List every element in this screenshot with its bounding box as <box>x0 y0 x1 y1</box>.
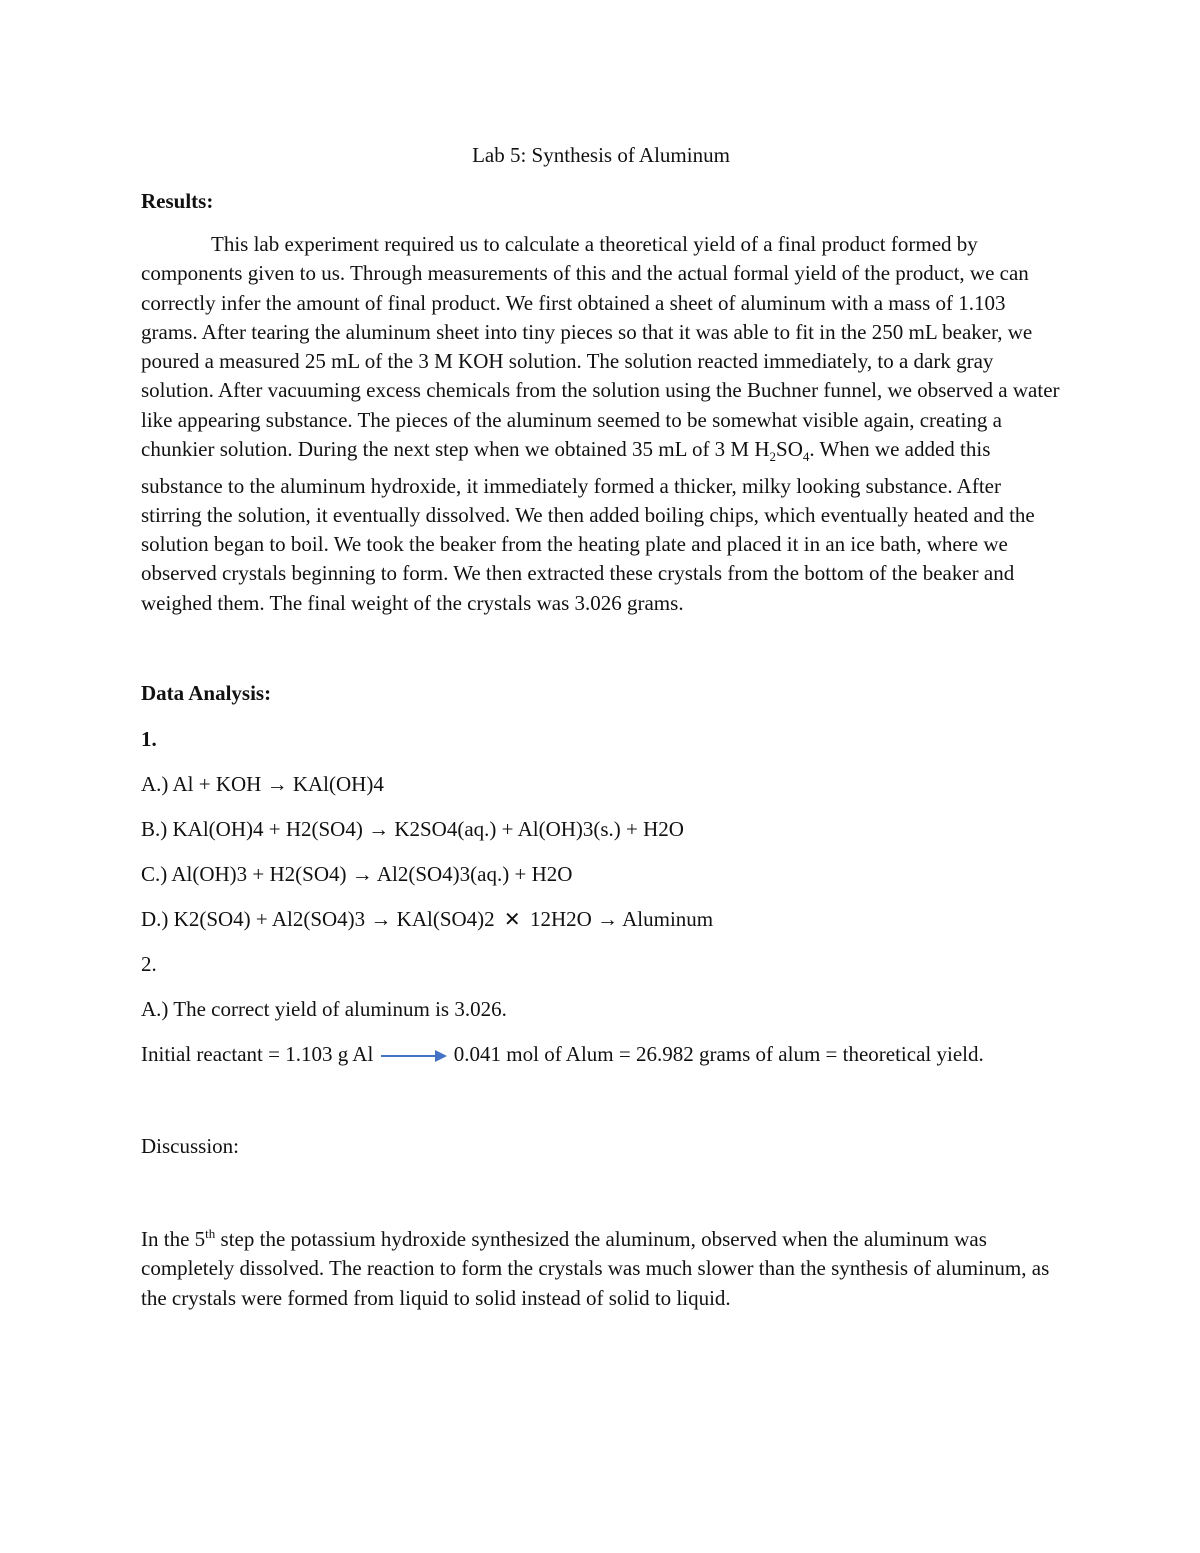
calculation-left: Initial reactant = 1.103 g Al <box>141 1042 374 1067</box>
equation-a: A.) Al + KOH → KAl(OH)4 <box>141 772 384 797</box>
document-body <box>141 140 1061 1313</box>
equation-d-right: 12H2O → Aluminum <box>529 907 714 932</box>
right-arrow-icon <box>379 1048 449 1064</box>
multiply-icon: ✕ <box>503 907 521 932</box>
results-paragraph <box>141 230 1061 618</box>
answer-a: A.) The correct yield of aluminum is 3.026. <box>141 997 507 1022</box>
discussion-heading: Discussion: <box>141 1134 240 1159</box>
equation-b: B.) KAl(OH)4 + H2(SO4) → K2SO4(aq.) + Al(OH)3(s.) + H2O <box>141 817 684 842</box>
equation-d <box>141 904 1061 934</box>
calculation-right: 0.041 mol of Alum = 26.982 grams of alum = theoretical yield. <box>453 1042 984 1067</box>
page-title: Lab 5: Synthesis of Aluminum <box>472 143 730 167</box>
subscript-4: 4 <box>802 449 810 465</box>
calculation-line <box>141 1040 1061 1069</box>
results-text-b: . When we added this substance to the aluminum hydroxide, it immediately formed a thicker, milky looking substance. After stirring the solution, it eventually dissolved. We then added boiling chips, which eventually heated and the solution began to boil. We took the beaker from the heating plate and placed it in an ice bath, where we observed crystals beginning to form. We then extracted these crystals from the bottom of the beaker and weighed them. The final weight of the crystals was 3.026 grams. <box>141 437 1035 615</box>
question-1-label: 1. <box>141 727 157 752</box>
discussion-text-a: In the 5 <box>141 1227 206 1252</box>
results-heading: Results: <box>141 189 214 213</box>
discussion-paragraph <box>141 1219 1061 1313</box>
question-2-label: 2. <box>141 952 157 977</box>
results-text-a: This lab experiment required us to calculate a theoretical yield of a final product formed by components given to us. Through measurements of this and the actual formal yield of the product, we can correctly infer the amount of final product. We first obtained a sheet of aluminum with a mass of 1.103 grams. After tearing the aluminum sheet into tiny pieces so that it was able to fit in the 250 mL beaker, we poured a measured 25 mL of the 3 M KOH solution. The solution reacted immediately, to a dark gray solution. After vacuuming excess chemicals from the solution using the Buchner funnel, we observed a water like appearing substance. The pieces of the aluminum seemed to be somewhat visible again, creating a chunkier solution. During the next step when we obtained 35 mL of 3 M H <box>141 232 1060 462</box>
results-text-so: SO <box>776 437 803 462</box>
data-analysis-heading: Data Analysis: <box>141 681 272 706</box>
equation-d-left: D.) K2(SO4) + Al2(SO4)3 → KAl(SO4)2 <box>141 907 495 932</box>
equation-c: C.) Al(OH)3 + H2(SO4) → Al2(SO4)3(aq.) + H2O <box>141 862 573 887</box>
discussion-text-b: step the potassium hydroxide synthesized the aluminum, observed when the aluminum was completely dissolved. The reaction to form the crystals was much slower than the synthesis of aluminum, as the crystals were formed from liquid to solid instead of solid to liquid. <box>141 1227 1050 1310</box>
superscript-th: th <box>205 1226 216 1242</box>
subscript-2: 2 <box>769 449 777 465</box>
